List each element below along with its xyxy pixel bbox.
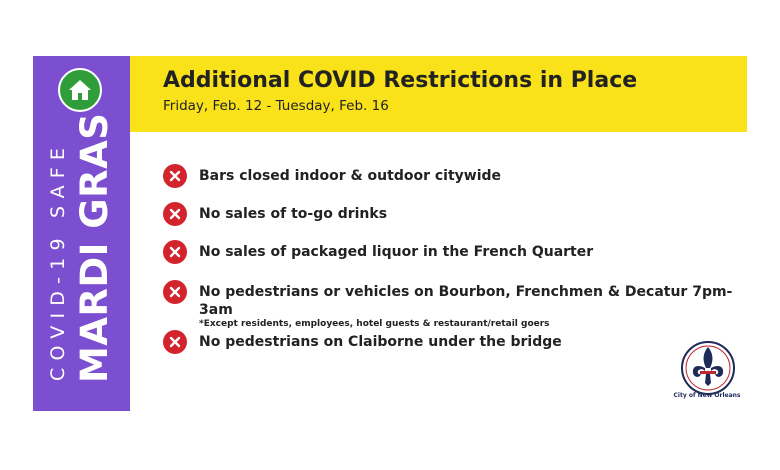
page-title: Additional COVID Restrictions in Place [163, 68, 638, 93]
list-item [163, 202, 387, 226]
restriction-text: No pedestrians on Claiborne under the bridge [199, 334, 562, 350]
list-item [163, 240, 593, 264]
list-item [163, 280, 753, 330]
restriction-text: Bars closed indoor & outdoor citywide [199, 168, 502, 184]
list-item [163, 330, 562, 354]
restriction-note: *Except residents, employees, hotel guests & restaurant/retail goers [199, 319, 550, 329]
vertical-main-title: MARDI GRAS [73, 112, 116, 383]
restriction-main-text: No pedestrians or vehicles on Bourbon, Frenchmen & Decatur 7pm-3am [199, 284, 733, 318]
restriction-text [199, 280, 753, 330]
home-icon [68, 79, 92, 101]
home-button[interactable] [58, 68, 102, 112]
vertical-title [33, 113, 130, 403]
x-circle-icon [163, 202, 187, 226]
date-range: Friday, Feb. 12 - Tuesday, Feb. 16 [163, 98, 389, 114]
x-circle-icon [163, 280, 187, 304]
x-circle-icon [163, 164, 187, 188]
x-circle-icon [163, 240, 187, 264]
x-circle-icon [163, 330, 187, 354]
restriction-text: No sales of to-go drinks [199, 206, 388, 222]
restriction-text: No sales of packaged liquor in the French Quarter [199, 244, 594, 260]
vertical-subtitle: COVID-19 SAFE [47, 140, 69, 381]
seal-caption: City of New Orleans [673, 392, 741, 399]
header-banner [130, 56, 747, 132]
list-item [163, 164, 501, 188]
